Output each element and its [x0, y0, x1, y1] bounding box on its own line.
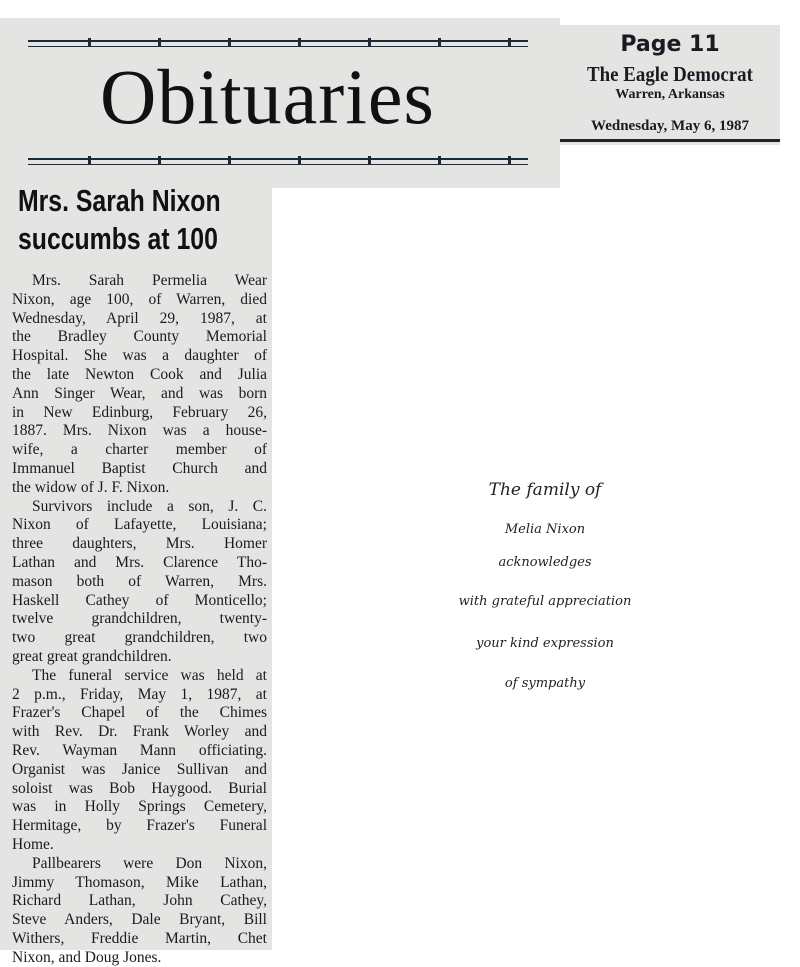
- text-line: Wednesday, April 29, 1987, at: [12, 309, 267, 327]
- text-line: Nixon, and Doug Jones.: [12, 948, 162, 966]
- text-line: the late Newton Cook and Julia: [12, 365, 267, 383]
- section-title: Obituaries: [100, 53, 435, 140]
- text-line: Hermitage, by Frazer's Funeral: [12, 817, 267, 835]
- text-line: Frazer's Chapel of the Chimes: [12, 704, 267, 722]
- text-line: wife, a charter member of: [12, 441, 267, 459]
- text-line: Lathan and Mrs. Clarence Tho-: [12, 553, 267, 571]
- text-line: in New Edinburg, February 26,: [12, 403, 267, 421]
- text-line: twelve grandchildren, twenty-: [12, 610, 267, 628]
- text-line: 1887. Mrs. Nixon was a house-: [12, 422, 267, 440]
- text-line: three daughters, Mrs. Homer: [12, 535, 267, 553]
- headline-line: succumbs at 100: [18, 221, 218, 256]
- article-paragraph: [12, 498, 267, 667]
- card-line: Melia Nixon: [504, 522, 586, 537]
- article-paragraph: [12, 667, 267, 855]
- card-line: acknowledges: [498, 555, 592, 570]
- text-line: Pallbearers were Don Nixon,: [32, 854, 267, 872]
- newspaper-location: Warren, Arkansas: [615, 87, 725, 102]
- text-line: Survivors include a son, J. C.: [32, 497, 267, 515]
- article-body: [12, 272, 267, 967]
- text-line: Richard Lathan, John Cathey,: [12, 892, 267, 910]
- headline-line: Mrs. Sarah Nixon: [18, 183, 221, 218]
- text-line: two great grandchildren, two: [12, 629, 267, 647]
- text-line: Home.: [12, 835, 54, 853]
- text-line: Haskell Cathey of Monticello;: [12, 591, 267, 609]
- text-line: great great grandchildren.: [12, 647, 172, 665]
- text-line: Nixon of Lafayette, Louisiana;: [12, 516, 267, 534]
- text-line: Rev. Wayman Mann officiating.: [12, 741, 267, 759]
- text-line: Withers, Freddie Martin, Chet: [12, 929, 267, 947]
- article-headline: [18, 182, 274, 258]
- acknowledgement-card: [430, 480, 660, 691]
- publication-date: Wednesday, May 6, 1987: [560, 118, 780, 142]
- text-line: Immanuel Baptist Church and: [12, 459, 267, 477]
- article-paragraph: [12, 272, 267, 498]
- text-line: with Rev. Dr. Frank Worley and: [12, 723, 267, 741]
- text-line: soloist was Bob Haygood. Burial: [12, 779, 267, 797]
- page-number: Page 11: [620, 32, 720, 57]
- text-line: mason both of Warren, Mrs.: [12, 572, 267, 590]
- text-line: 2 p.m., Friday, May 1, 1987, at: [12, 685, 267, 703]
- card-line: your kind expression: [476, 636, 614, 651]
- text-line: Nixon, age 100, of Warren, died: [12, 290, 267, 308]
- text-line: Hospital. She was a daughter of: [12, 347, 267, 365]
- newspaper-name: The Eagle Democrat: [587, 62, 753, 86]
- text-line: the widow of J. F. Nixon.: [12, 478, 170, 496]
- text-line: the Bradley County Memorial: [12, 328, 267, 346]
- card-line: of sympathy: [504, 676, 586, 691]
- text-line: Mrs. Sarah Permelia Wear: [32, 272, 267, 289]
- text-line: Steve Anders, Dale Bryant, Bill: [12, 911, 267, 929]
- text-line: Jimmy Thomason, Mike Lathan,: [12, 873, 267, 891]
- text-line: The funeral service was held at: [32, 666, 267, 684]
- text-line: Ann Singer Wear, and was born: [12, 384, 267, 402]
- text-line: Organist was Janice Sullivan and: [12, 760, 267, 778]
- ornamental-rule-top: [28, 40, 528, 47]
- text-line: was in Holly Springs Cemetery,: [12, 798, 267, 816]
- card-line: with grateful appreciation: [458, 594, 632, 609]
- ornamental-rule-bottom: [28, 158, 528, 165]
- article-paragraph: [12, 855, 267, 967]
- card-line: The family of: [488, 480, 602, 500]
